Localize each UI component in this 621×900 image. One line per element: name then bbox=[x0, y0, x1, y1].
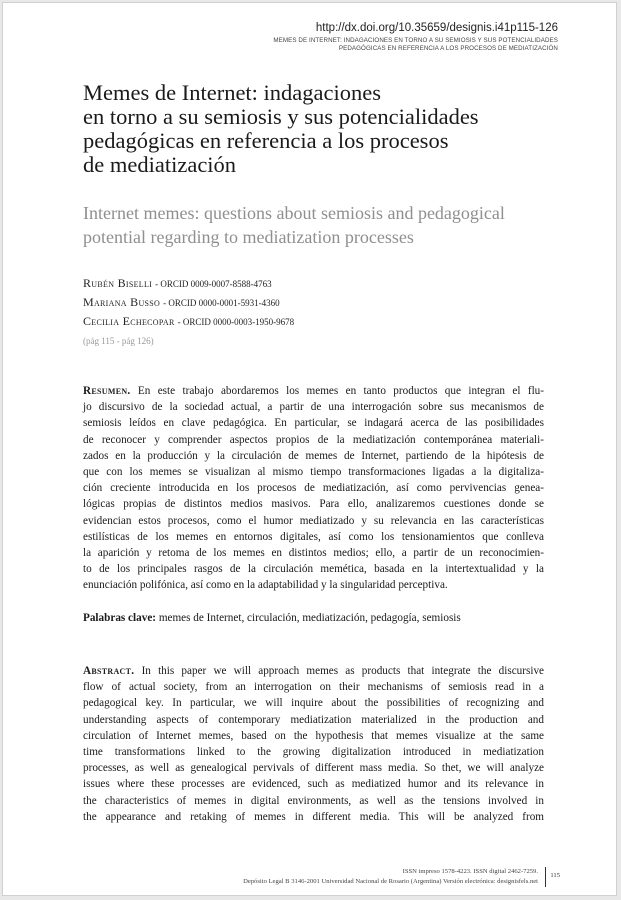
resumen-line: que con los memes se visualizan al mismo tiempo transformaciones ligadas a la digitaliza- bbox=[83, 466, 544, 479]
abstract-line: time transformations linked to the growing digitalization introduced in mediatization bbox=[83, 746, 544, 759]
article-title bbox=[83, 81, 553, 177]
resumen-line: de reconocer y comprender aspectos propios de la mediatización contemporánea materiali- bbox=[83, 433, 544, 446]
running-title-line: MEMES DE INTERNET: INDAGACIONES EN TORNO A SU SEMIOSIS Y SUS POTENCIALIDADES bbox=[273, 37, 558, 44]
abstract-paragraph bbox=[83, 663, 544, 825]
abstract-line: processes, as well as genealogical pervivals of different mass media. So thet, we will analyze bbox=[83, 762, 544, 775]
resumen-line-text: En este trabajo abordaremos los memes en tanto productos que integran el flu- bbox=[137, 385, 544, 397]
author-name: Cecilia Echecopar bbox=[83, 314, 175, 328]
title-line: Memes de Internet: indagaciones bbox=[83, 80, 382, 105]
resumen-line: la aparición y retoma de los memes en distintos medios; ello, a partir de un reconocimien- bbox=[83, 547, 544, 560]
page-number: 115 bbox=[550, 872, 560, 879]
keywords-label: Palabras clave: bbox=[83, 612, 157, 624]
resumen-line: to de los principales rasgos de la circulación memética, basada en la intertextualidad y la bbox=[83, 563, 544, 576]
doi-link[interactable]: http://dx.doi.org/10.35659/designis.i41p115-126 bbox=[315, 22, 558, 34]
author-orcid[interactable]: - ORCID 0009-0007-8588-4763 bbox=[155, 279, 272, 289]
abstract-line-text: In this paper we will approach memes as products that integrate the discursive bbox=[141, 665, 545, 677]
abstract-line: understanding aspects of contemporary mediatization materialized in the production and bbox=[83, 713, 544, 726]
abstract-line: the appearance and retaking of memes in different media. This will be analyzed from bbox=[83, 810, 544, 823]
page-range: (pág 115 - pág 126) bbox=[83, 336, 154, 346]
resumen-line: semiosis leídos en clave pedagógica. En particular, se indagará acerca de las posibilidades bbox=[83, 417, 544, 430]
abstract-line: issues where these processes are evidenced, such as mediatized humor and its relevance in bbox=[83, 778, 544, 791]
abstract-line: pedagogical key. In particular, we will inquire about the possibilities of recognizing and bbox=[83, 697, 544, 710]
author-orcid[interactable]: - ORCID 0000-0001-5931-4360 bbox=[163, 298, 280, 308]
title-line: en torno a su semiosis y sus potencialidades bbox=[83, 104, 479, 129]
resumen-line: enunciación polifónica, así como en la adaptabilidad y la singularidad perceptiva. bbox=[83, 579, 448, 592]
abstract-line: circulation of Internet memes, based on the hypothesis that memes visualize at the same bbox=[83, 729, 544, 742]
running-title-line: PEDAGÓGICAS EN REFERENCIA A LOS PROCESOS DE MEDIATIZACIÓN bbox=[338, 45, 558, 52]
resumen-line: ción creciente introducida en los procesos de mediatización, así como pervivencias genea- bbox=[83, 482, 544, 495]
keywords bbox=[83, 612, 553, 624]
abstract-line: flow of actual society, from an interrogation on their mechanisms of semiosis read in a bbox=[83, 681, 544, 694]
abstract-line: the characteristics of memes in digital environments, as well as the tensions involved in bbox=[83, 794, 544, 807]
running-title bbox=[273, 37, 558, 53]
author-list bbox=[83, 274, 294, 331]
footer-divider bbox=[545, 867, 546, 887]
author-entry bbox=[83, 312, 294, 331]
resumen-line: zados en la producción y la circulación de memes de Internet, partiendo de la hipótesis de bbox=[83, 449, 544, 462]
resumen-line: jo discursivo de la sociedad actual, a partir de una interrogación sobre sus mecanismos de bbox=[83, 401, 544, 414]
footer-issn: ISSN impreso 1578-4223. ISSN digital 2462-7259. bbox=[402, 868, 538, 875]
author-name: Rubén Biselli bbox=[83, 276, 153, 290]
resumen-paragraph bbox=[83, 383, 544, 594]
author-orcid[interactable]: - ORCID 0000-0003-1950-9678 bbox=[177, 317, 295, 327]
title-line: pedagógicas en referencia a los procesos bbox=[83, 128, 449, 153]
document-page bbox=[2, 2, 617, 896]
author-name: Mariana Busso bbox=[83, 295, 161, 309]
subtitle-line: Internet memes: questions about semiosis and pedagogical bbox=[83, 203, 505, 223]
author-entry bbox=[83, 293, 294, 312]
abstract-line bbox=[83, 663, 544, 679]
abstract-label: Abstract. bbox=[83, 665, 135, 677]
footer-legal: Depósito Legal B 3146-2001 Universidad Nacional de Rosario (Argentina) Versión electrónica: designisfels.net bbox=[243, 878, 538, 885]
resumen-line: lógicas propias de distintos medios masivos. Para ello, analizaremos cuestiones donde se bbox=[83, 498, 544, 511]
author-entry bbox=[83, 274, 294, 293]
title-line: de mediatización bbox=[83, 152, 237, 177]
keywords-text: memes de Internet, circulación, mediatización, pedagogía, semiosis bbox=[158, 612, 461, 624]
resumen-label: Resumen. bbox=[83, 385, 131, 397]
resumen-line bbox=[83, 383, 544, 399]
resumen-line: evidencian estos procesos, como el humor mediatizado y su relevancia en las características bbox=[83, 514, 544, 527]
page-footer bbox=[243, 867, 538, 887]
article-subtitle bbox=[83, 201, 573, 249]
resumen-line: estilísticas de los memes en entornos digitales, así como los tensionamientos que conlleva bbox=[83, 530, 544, 543]
subtitle-line: potential regarding to mediatization processes bbox=[83, 227, 414, 247]
